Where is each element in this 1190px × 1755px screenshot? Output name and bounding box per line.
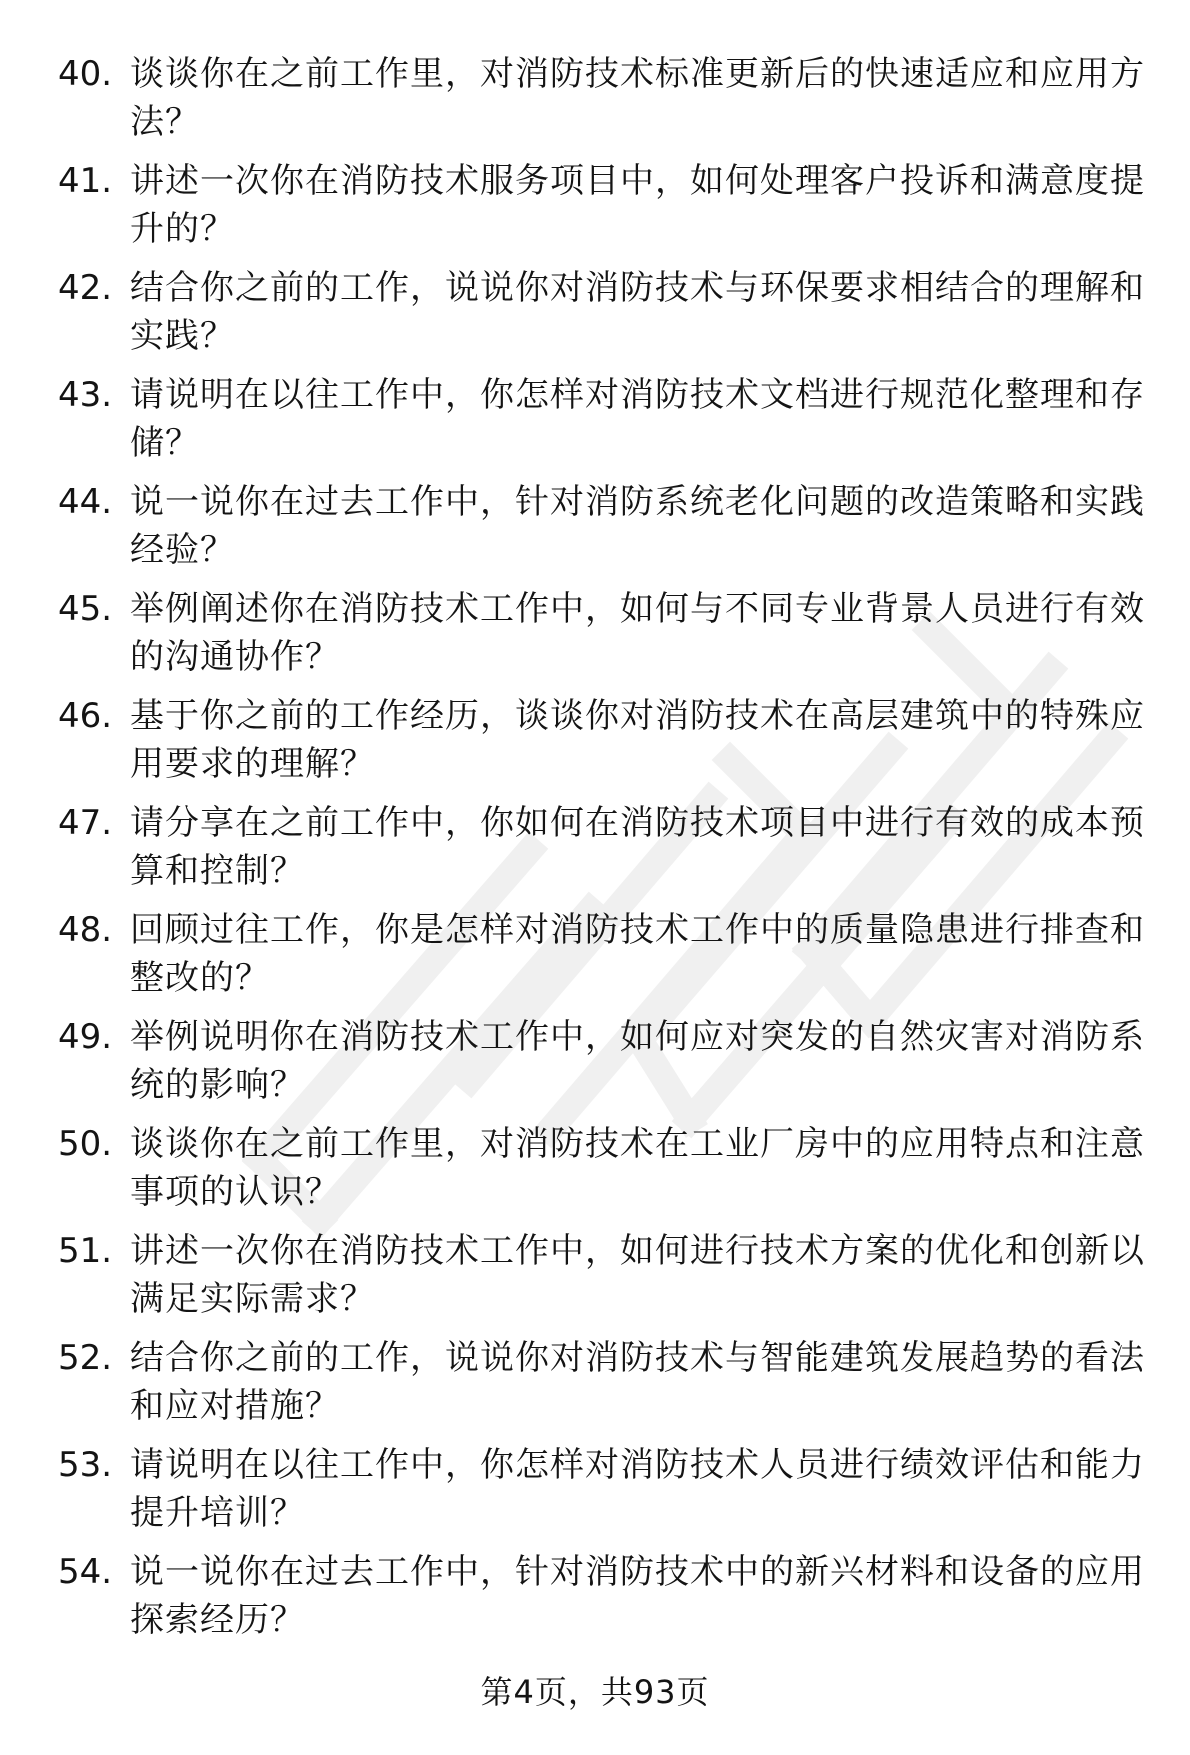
question-text: 举例阐述你在消防技术工作中，如何与不同专业背景人员进行有效的沟通协作？ — [130, 589, 1145, 677]
question-item — [58, 799, 1148, 906]
question-number: 52. — [58, 1338, 113, 1378]
question-item — [58, 906, 1148, 1013]
question-number: 47. — [58, 803, 113, 843]
question-text: 说一说你在过去工作中，针对消防系统老化问题的改造策略和实践经验？ — [130, 482, 1145, 570]
question-item — [58, 1120, 1148, 1227]
question-item — [58, 1548, 1148, 1655]
question-item — [58, 585, 1148, 692]
question-text: 讲述一次你在消防技术服务项目中，如何处理客户投诉和满意度提升的？ — [130, 161, 1145, 249]
question-list — [58, 50, 1148, 1655]
question-item — [58, 1013, 1148, 1120]
question-number: 51. — [58, 1231, 113, 1271]
question-item — [58, 264, 1148, 371]
question-number: 41. — [58, 161, 113, 201]
question-item — [58, 1441, 1148, 1548]
question-item — [58, 50, 1148, 157]
question-item — [58, 157, 1148, 264]
question-number: 42. — [58, 268, 113, 308]
question-text: 请说明在以往工作中，你怎样对消防技术人员进行绩效评估和能力提升培训？ — [130, 1445, 1145, 1533]
question-number: 49. — [58, 1017, 113, 1057]
question-number: 40. — [58, 54, 113, 94]
question-number: 50. — [58, 1124, 113, 1164]
question-number: 46. — [58, 696, 113, 736]
question-text: 请说明在以往工作中，你怎样对消防技术文档进行规范化整理和存储？ — [130, 375, 1145, 463]
question-text: 举例说明你在消防技术工作中，如何应对突发的自然灾害对消防系统的影响？ — [130, 1017, 1145, 1105]
question-item — [58, 371, 1148, 478]
question-text: 说一说你在过去工作中，针对消防技术中的新兴材料和设备的应用探索经历？ — [130, 1552, 1145, 1640]
question-text: 讲述一次你在消防技术工作中，如何进行技术方案的优化和创新以满足实际需求？ — [130, 1231, 1145, 1319]
question-item — [58, 478, 1148, 585]
question-item — [58, 692, 1148, 799]
question-number: 53. — [58, 1445, 113, 1485]
question-item — [58, 1227, 1148, 1334]
question-number: 43. — [58, 375, 113, 415]
question-number: 48. — [58, 910, 113, 950]
question-text: 结合你之前的工作，说说你对消防技术与环保要求相结合的理解和实践？ — [130, 268, 1145, 356]
page-number-footer: 第4页，共93页 — [480, 1673, 710, 1711]
question-text: 回顾过往工作，你是怎样对消防技术工作中的质量隐患进行排查和整改的？ — [130, 910, 1145, 998]
question-number: 54. — [58, 1552, 113, 1592]
question-text: 谈谈你在之前工作里，对消防技术在工业厂房中的应用特点和注意事项的认识？ — [130, 1124, 1145, 1212]
question-text: 基于你之前的工作经历，谈谈你对消防技术在高层建筑中的特殊应用要求的理解？ — [130, 696, 1145, 784]
question-number: 45. — [58, 589, 113, 629]
question-item — [58, 1334, 1148, 1441]
question-number: 44. — [58, 482, 113, 522]
question-text: 结合你之前的工作，说说你对消防技术与智能建筑发展趋势的看法和应对措施？ — [130, 1338, 1145, 1426]
question-text: 请分享在之前工作中，你如何在消防技术项目中进行有效的成本预算和控制？ — [130, 803, 1145, 891]
question-text: 谈谈你在之前工作里，对消防技术标准更新后的快速适应和应用方法？ — [130, 54, 1145, 142]
